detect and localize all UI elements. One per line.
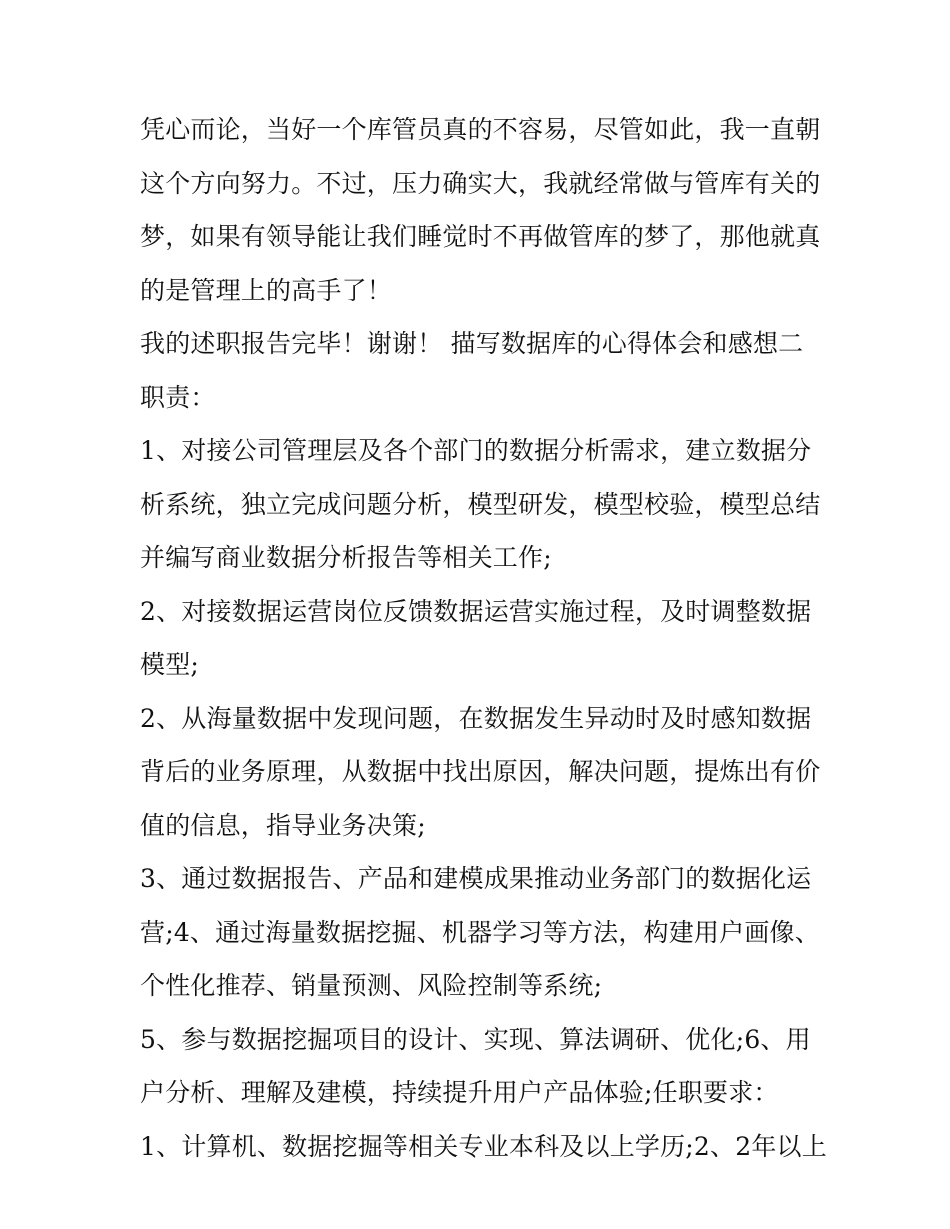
text-line: 并编写商业数据分析报告等相关工作; bbox=[140, 543, 552, 572]
text-line: 梦，如果有领导能让我们睡觉时不再做管库的梦了，那他就真 bbox=[140, 222, 821, 251]
text-line: 户分析、理解及建模，持续提升用户产品体验;任职要求： bbox=[140, 1078, 779, 1107]
text-line: 3、通过数据报告、产品和建模成果推动业务部门的数据化运 bbox=[140, 864, 812, 893]
text-line: 个性化推荐、销量预测、风险控制等系统; bbox=[140, 971, 603, 1000]
text-line: 2、从海量数据中发现问题，在数据发生异动时及时感知数据 bbox=[140, 703, 812, 733]
text-line: 的是管理上的高手了！ bbox=[140, 275, 393, 305]
document-body bbox=[140, 103, 827, 1173]
section-heading: 职责： bbox=[140, 382, 216, 412]
text-line: 凭心而论，当好一个库管员真的不容易，尽管如此，我一直朝 bbox=[140, 115, 821, 144]
text-line: 模型; bbox=[140, 650, 200, 679]
text-line: 2、对接数据运营岗位反馈数据运营实施过程，及时调整数据 bbox=[140, 596, 812, 626]
text-line: 我的述职报告完毕！谢谢！ 描写数据库的心得体会和感想二 bbox=[140, 329, 804, 358]
text-line: 营;4、通过海量数据挖掘、机器学习等方法，构建用户画像、 bbox=[140, 917, 820, 947]
text-line: 背后的业务原理，从数据中找出原因，解决问题，提炼出有价 bbox=[140, 757, 821, 786]
text-line: 这个方向努力。不过，压力确实大，我就经常做与管库有关的 bbox=[140, 168, 821, 198]
text-line: 5、参与数据挖掘项目的设计、实现、算法调研、优化;6、用 bbox=[140, 1024, 811, 1054]
text-line: 1、对接公司管理层及各个部门的数据分析需求，建立数据分 bbox=[140, 436, 812, 465]
text-line: 1、计算机、数据挖掘等相关专业本科及以上学历;2、2年以上 bbox=[140, 1131, 827, 1161]
text-line: 值的信息，指导业务决策; bbox=[140, 810, 426, 840]
text-line: 析系统，独立完成问题分析，模型研发，模型校验，模型总结 bbox=[140, 489, 821, 519]
